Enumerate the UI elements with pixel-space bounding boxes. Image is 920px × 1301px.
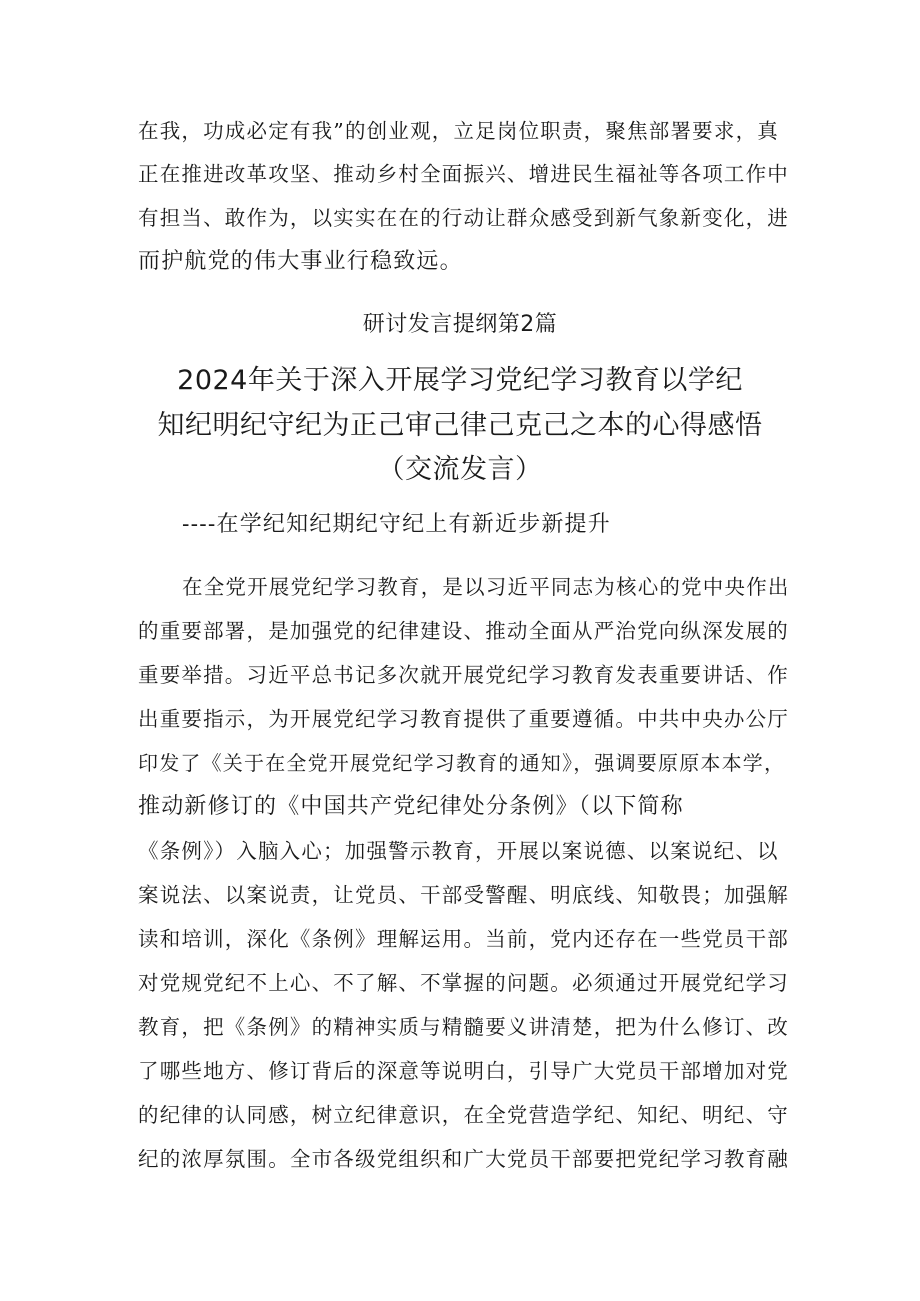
intro-line: 而护航党的伟大事业行稳致远。 <box>138 249 463 274</box>
intro-line: 正在推进改革攻坚、推动乡村全面振兴、增进民生福祉等各项工作中 <box>138 162 789 186</box>
body-line: 在全党开展党纪学习教育，是以习近平同志为核心的党中央作出 <box>182 575 790 599</box>
body-line: 教育，把《条例》的精神实质与精髓要义讲清楚，把为什么修订、改 <box>138 1015 789 1039</box>
body-line: 重要举措。习近平总书记多次就开展党纪学习教育发表重要讲话、作 <box>138 663 789 687</box>
body-line: 读和培训，深化《条例》理解运用。当前，党内还存在一些党员干部 <box>138 927 789 951</box>
body-line: 的纪律的认同感，树立纪律意识，在全党营造学纪、知纪、明纪、守 <box>138 1103 789 1127</box>
body-line: 的重要部署，是加强党的纪律建设、推动全面从严治党向纵深发展的 <box>138 619 789 643</box>
body-line: 印发了《关于在全党开展党纪学习教育的通知》，强调要原原本本学， <box>138 751 786 775</box>
subtitle: ----在学纪知纪期纪守纪上有新近步新提升 <box>182 512 611 537</box>
intro-line: 有担当、敢作为，以实实在在的行动让群众感受到新气象新变化，进 <box>138 206 789 230</box>
body-line: 了哪些地方、修订背后的深意等说明白，引导广大党员干部增加对党 <box>138 1059 789 1083</box>
body-line: 推动新修订的《中国共产党纪律处分条例》（以下简称 <box>138 794 684 819</box>
title-line: 2024年关于深入开展学习党纪学习教育以学纪 <box>177 365 743 396</box>
section-heading: 研讨发言提纲第2篇 <box>362 312 558 337</box>
body-line: 案说法、以案说责，让党员、干部受警醒、明底线、知敬畏；加强解 <box>138 883 789 907</box>
body-line: 纪的浓厚氛围。全市各级党组织和广大党员干部要把党纪学习教育融 <box>138 1147 789 1171</box>
title-line: （交流发言） <box>377 454 543 485</box>
title-line: 知纪明纪守纪为正己审己律己克己之本的心得感悟 <box>157 410 763 441</box>
intro-line: 在我，功成必定有我”的创业观，立足岗位职责，聚焦部署要求，真 <box>138 119 779 143</box>
body-line: 出重要指示，为开展党纪学习教育提供了重要遵循。中共中央办公厅 <box>138 707 789 731</box>
body-line: 对党规党纪不上心、不了解、不掌握的问题。必须通过开展党纪学习 <box>138 971 789 995</box>
body-line: 《条例》）入脑入心；加强警示教育，开展以案说德、以案说纪、以 <box>138 839 779 863</box>
